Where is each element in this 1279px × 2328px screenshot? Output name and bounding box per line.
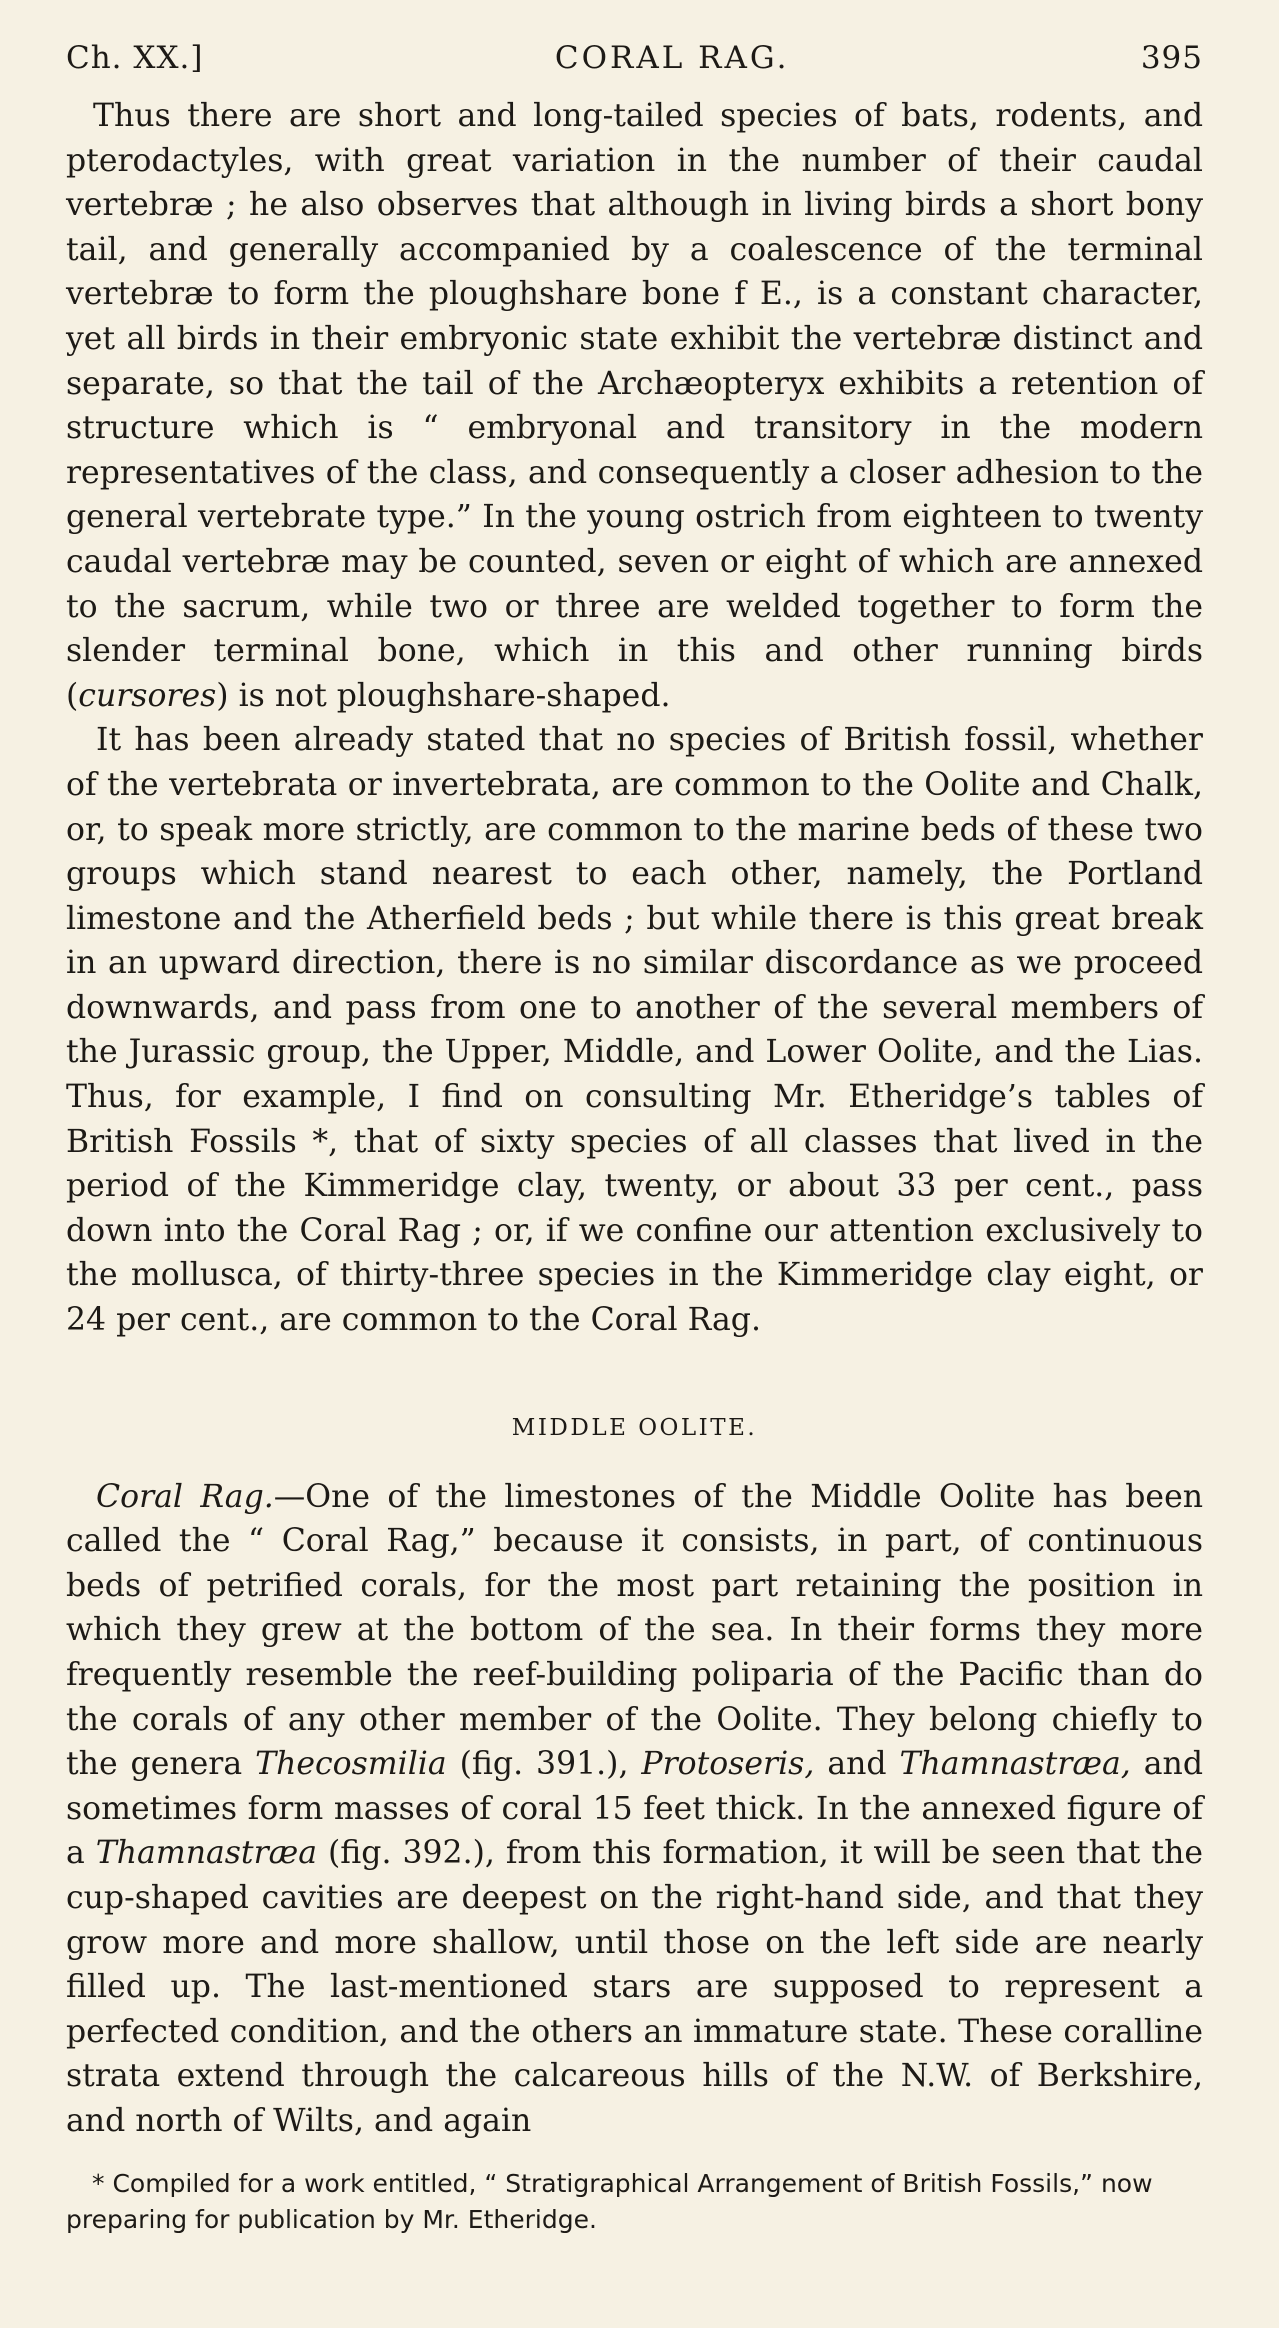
section-heading: MIDDLE OOLITE.: [511, 1414, 758, 1441]
italic-term: cursores: [78, 677, 217, 714]
genus-name: Thamnastræa,: [899, 1746, 1131, 1783]
genus-name: Thamnastræa: [95, 1835, 318, 1872]
section-lead: Coral Rag.: [96, 1478, 274, 1515]
paragraph-caudal-vertebrae: Thus there are short and long-tailed species of bats, rodents, and pterodactyles, with great variation in the number of their caudal vertebræ ; he also observes that although in living birds a short bony tail, and generally accompanied by a coalescence of the terminal vertebræ to form the ploughshare bone f E., is a constant character, yet all birds in their embryonic state exhibit the vertebræ distinct and separate, so that the tail of the Archæopteryx exhibits a retention of structure which is “ embryonal and transitory in the modern representatives of the class, and consequently a closer adhesion to the general vertebrate type.” In the young ostrich from eighteen to twenty caudal vertebræ may be counted, seven or eight of which are annexed to the sacrum, while two or three are welded together to form the slender terminal bone, which in this and other running birds (cursores) is not ploughshare-shaped.: [66, 98, 1203, 714]
genus-name: Protoseris,: [641, 1746, 815, 1783]
running-title: CORAL RAG.: [554, 40, 790, 76]
paragraph-coral-rag: Coral Rag.—One of the limestones of the Middle Oolite has been called the “ Coral Rag,” because it consists, in part, of continuous beds of petrified corals, for the most part retaining the position in which they grew at the bottom of the sea. In their forms they more frequently resemble the reef-building poliparia of the Pacific than do the corals of any other member of the Oolite. They belong chiefly to the genera Thecosmilia (fig. 391.), Protoseris, and Thamnastræa, and sometimes form masses of coral 15 feet thick. In the annexed figure of a Thamnastræa (fig. 392.), from this formation, it will be seen that the cup-shaped cavities are deepest on the right-hand side, and that they grow more and more shallow, until those on the left side are nearly filled up. The last-mentioned stars are supposed to represent a perfected condition, and the others an immature state. These coralline strata extend through the calcareous hills of the N.W. of Berkshire, and north of Wilts, and again: [66, 1478, 1204, 2139]
paragraph-oolite-chalk: It has been already stated that no species of British fossil, whether of the vertebrata or invertebrata, are common to the Oolite and Chalk, or, to speak more strictly, are common to the marine beds of these two groups which stand nearest to each other, namely, the Portland limestone and the Atherfield beds ; but while there is this great break in an upward direction, there is no similar discordance as we proceed downwards, and pass from one to another of the several members of the Jurassic group, the Upper, Middle, and Lower Oolite, and the Lias. Thus, for example, I find on consulting Mr. Etheridge’s tables of British Fossils *, that of sixty species of all classes that lived in the period of the Kimmeridge clay, twenty, or about 33 per cent., pass down into the Coral Rag ; or, if we confine our attention exclusively to the mollusca, of thirty-three species in the Kimmeridge clay eight, or 24 per cent., are common to the Coral Rag.: [66, 722, 1203, 1339]
footnote: * Compiled for a work entitled, “ Stratigraphical Arrangement of British Fossils,” now preparing for publication by Mr. Etheridge.: [66, 2168, 1153, 2234]
page-number: 395: [1140, 40, 1203, 76]
chapter-label: Ch. XX.]: [66, 40, 204, 76]
genus-name: Thecosmilia: [255, 1746, 447, 1783]
body-text: [66, 94, 1203, 2144]
running-head: [66, 40, 1203, 76]
